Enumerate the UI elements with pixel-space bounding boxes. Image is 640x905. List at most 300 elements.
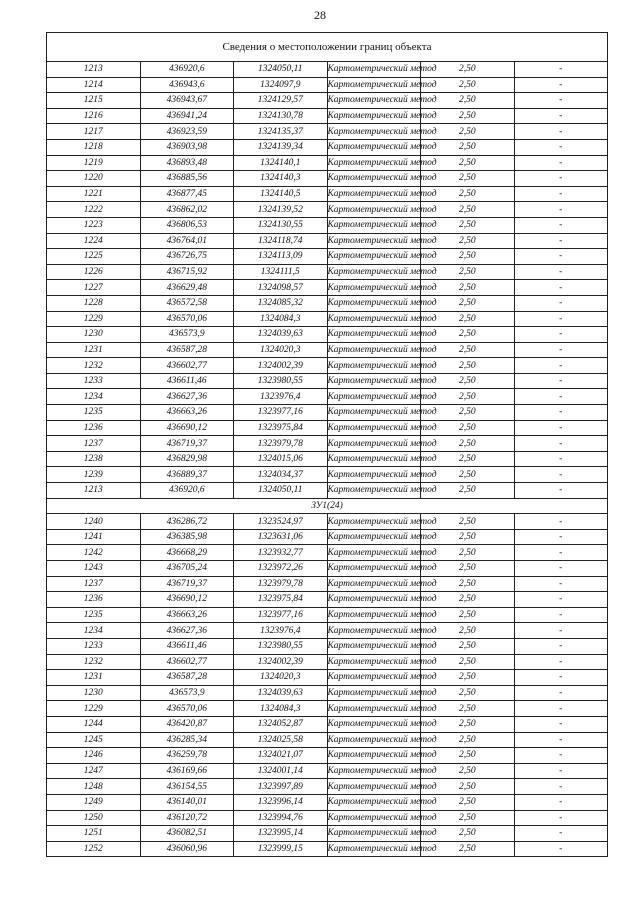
x-coordinate-cell: 436602,77 — [140, 358, 234, 374]
description-cell: - — [514, 654, 608, 670]
table-row — [47, 233, 608, 249]
point-number-cell: 1213 — [47, 62, 141, 78]
precision-cell: 2,50 — [421, 186, 515, 202]
x-coordinate-cell: 436663,26 — [140, 405, 234, 421]
x-coordinate-cell: 436920,6 — [140, 62, 234, 78]
y-coordinate-cell: 1324135,37 — [234, 124, 328, 140]
table-row — [47, 62, 608, 78]
x-coordinate-cell: 436587,28 — [140, 670, 234, 686]
x-coordinate-cell: 436903,98 — [140, 139, 234, 155]
table-row — [47, 202, 608, 218]
precision-cell: 2,50 — [421, 311, 515, 327]
table-row — [47, 311, 608, 327]
point-number-cell: 1232 — [47, 358, 141, 374]
table-row — [47, 670, 608, 686]
x-coordinate-cell: 436285,34 — [140, 732, 234, 748]
description-cell: - — [514, 623, 608, 639]
point-number-cell: 1232 — [47, 654, 141, 670]
y-coordinate-cell: 1323980,55 — [234, 373, 328, 389]
precision-cell: 2,50 — [421, 638, 515, 654]
y-coordinate-cell: 1324001,14 — [234, 763, 328, 779]
point-number-cell: 1224 — [47, 233, 141, 249]
precision-cell: 2,50 — [421, 155, 515, 171]
method-cell: Картометрический метод — [327, 451, 421, 467]
y-coordinate-cell: 1324129,57 — [234, 93, 328, 109]
y-coordinate-cell: 1324098,57 — [234, 280, 328, 296]
method-cell: Картометрический метод — [327, 467, 421, 483]
x-coordinate-cell: 436602,77 — [140, 654, 234, 670]
table-row — [47, 607, 608, 623]
table-row — [47, 623, 608, 639]
description-cell: - — [514, 373, 608, 389]
method-cell: Картометрический метод — [327, 826, 421, 842]
method-cell: Картометрический метод — [327, 514, 421, 530]
point-number-cell: 1230 — [47, 685, 141, 701]
point-number-cell: 1252 — [47, 841, 141, 857]
precision-cell: 2,50 — [421, 561, 515, 577]
table-row — [47, 405, 608, 421]
table-row — [47, 794, 608, 810]
description-cell: - — [514, 358, 608, 374]
point-number-cell: 1230 — [47, 327, 141, 343]
x-coordinate-cell: 436668,29 — [140, 545, 234, 561]
table-row — [47, 373, 608, 389]
precision-cell: 2,50 — [421, 342, 515, 358]
precision-cell: 2,50 — [421, 607, 515, 623]
x-coordinate-cell: 436726,75 — [140, 249, 234, 265]
description-cell: - — [514, 826, 608, 842]
table-row — [47, 545, 608, 561]
y-coordinate-cell: 1324084,3 — [234, 701, 328, 717]
y-coordinate-cell: 1324139,52 — [234, 202, 328, 218]
table-row — [47, 217, 608, 233]
x-coordinate-cell: 436806,53 — [140, 217, 234, 233]
x-coordinate-cell: 436286,72 — [140, 514, 234, 530]
table-row — [47, 514, 608, 530]
table-row — [47, 77, 608, 93]
method-cell: Картометрический метод — [327, 483, 421, 499]
x-coordinate-cell: 436920,6 — [140, 483, 234, 499]
table-row — [47, 701, 608, 717]
x-coordinate-cell: 436829,98 — [140, 451, 234, 467]
description-cell: - — [514, 264, 608, 280]
point-number-cell: 1245 — [47, 732, 141, 748]
method-cell: Картометрический метод — [327, 779, 421, 795]
method-cell: Картометрический метод — [327, 607, 421, 623]
point-number-cell: 1238 — [47, 451, 141, 467]
precision-cell: 2,50 — [421, 249, 515, 265]
precision-cell: 2,50 — [421, 264, 515, 280]
description-cell: - — [514, 794, 608, 810]
x-coordinate-cell: 436690,12 — [140, 592, 234, 608]
y-coordinate-cell: 1324020,3 — [234, 670, 328, 686]
description-cell: - — [514, 217, 608, 233]
table-row — [47, 810, 608, 826]
method-cell: Картометрический метод — [327, 576, 421, 592]
point-number-cell: 1241 — [47, 529, 141, 545]
table-row — [47, 186, 608, 202]
description-cell: - — [514, 763, 608, 779]
description-cell: - — [514, 545, 608, 561]
y-coordinate-cell: 1324039,63 — [234, 327, 328, 343]
x-coordinate-cell: 436663,26 — [140, 607, 234, 623]
x-coordinate-cell: 436943,6 — [140, 77, 234, 93]
table-row — [47, 358, 608, 374]
precision-cell: 2,50 — [421, 233, 515, 249]
x-coordinate-cell: 436154,55 — [140, 779, 234, 795]
table-row — [47, 171, 608, 187]
method-cell: Картометрический метод — [327, 561, 421, 577]
description-cell: - — [514, 108, 608, 124]
x-coordinate-cell: 436627,36 — [140, 389, 234, 405]
x-coordinate-cell: 436690,12 — [140, 420, 234, 436]
table-row — [47, 841, 608, 857]
y-coordinate-cell: 1324021,07 — [234, 748, 328, 764]
point-number-cell: 1233 — [47, 373, 141, 389]
description-cell: - — [514, 155, 608, 171]
table-title-row — [47, 33, 608, 62]
method-cell: Картометрический метод — [327, 62, 421, 78]
boundary-coordinates-table — [46, 32, 608, 857]
y-coordinate-cell: 1324139,34 — [234, 139, 328, 155]
precision-cell: 2,50 — [421, 592, 515, 608]
table-row — [47, 483, 608, 499]
method-cell: Картометрический метод — [327, 389, 421, 405]
x-coordinate-cell: 436719,37 — [140, 436, 234, 452]
y-coordinate-cell: 1324085,32 — [234, 295, 328, 311]
method-cell: Картометрический метод — [327, 139, 421, 155]
x-coordinate-cell: 436082,51 — [140, 826, 234, 842]
method-cell: Картометрический метод — [327, 420, 421, 436]
x-coordinate-cell: 436572,58 — [140, 295, 234, 311]
point-number-cell: 1251 — [47, 826, 141, 842]
x-coordinate-cell: 436715,92 — [140, 264, 234, 280]
y-coordinate-cell: 1324015,06 — [234, 451, 328, 467]
description-cell: - — [514, 93, 608, 109]
method-cell: Картометрический метод — [327, 405, 421, 421]
y-coordinate-cell: 1323980,55 — [234, 638, 328, 654]
x-coordinate-cell: 436923,59 — [140, 124, 234, 140]
table-row — [47, 295, 608, 311]
table-row — [47, 638, 608, 654]
method-cell: Картометрический метод — [327, 685, 421, 701]
table-row — [47, 576, 608, 592]
point-number-cell: 1236 — [47, 420, 141, 436]
table-row — [47, 716, 608, 732]
x-coordinate-cell: 436629,48 — [140, 280, 234, 296]
description-cell: - — [514, 233, 608, 249]
x-coordinate-cell: 436060,96 — [140, 841, 234, 857]
point-number-cell: 1234 — [47, 389, 141, 405]
precision-cell: 2,50 — [421, 545, 515, 561]
precision-cell: 2,50 — [421, 794, 515, 810]
precision-cell: 2,50 — [421, 483, 515, 499]
precision-cell: 2,50 — [421, 139, 515, 155]
y-coordinate-cell: 1323975,84 — [234, 592, 328, 608]
description-cell: - — [514, 451, 608, 467]
method-cell: Картометрический метод — [327, 592, 421, 608]
precision-cell: 2,50 — [421, 685, 515, 701]
x-coordinate-cell: 436885,56 — [140, 171, 234, 187]
table-row — [47, 592, 608, 608]
point-number-cell: 1216 — [47, 108, 141, 124]
description-cell: - — [514, 389, 608, 405]
table-row — [47, 280, 608, 296]
x-coordinate-cell: 436764,01 — [140, 233, 234, 249]
description-cell: - — [514, 779, 608, 795]
description-cell: - — [514, 436, 608, 452]
x-coordinate-cell: 436573,9 — [140, 327, 234, 343]
y-coordinate-cell: 1323977,16 — [234, 405, 328, 421]
section-label: ЗУ1(24) — [47, 498, 608, 514]
y-coordinate-cell: 1323994,76 — [234, 810, 328, 826]
description-cell: - — [514, 529, 608, 545]
y-coordinate-cell: 1323524,97 — [234, 514, 328, 530]
method-cell: Картометрический метод — [327, 202, 421, 218]
y-coordinate-cell: 1323979,78 — [234, 576, 328, 592]
method-cell: Картометрический метод — [327, 342, 421, 358]
point-number-cell: 1220 — [47, 171, 141, 187]
description-cell: - — [514, 810, 608, 826]
precision-cell: 2,50 — [421, 280, 515, 296]
x-coordinate-cell: 436719,37 — [140, 576, 234, 592]
precision-cell: 2,50 — [421, 810, 515, 826]
description-cell: - — [514, 124, 608, 140]
point-number-cell: 1221 — [47, 186, 141, 202]
point-number-cell: 1242 — [47, 545, 141, 561]
description-cell: - — [514, 607, 608, 623]
table-row — [47, 529, 608, 545]
point-number-cell: 1244 — [47, 716, 141, 732]
table-row — [47, 389, 608, 405]
method-cell: Картометрический метод — [327, 841, 421, 857]
y-coordinate-cell: 1323996,14 — [234, 794, 328, 810]
description-cell: - — [514, 467, 608, 483]
point-number-cell: 1228 — [47, 295, 141, 311]
precision-cell: 2,50 — [421, 451, 515, 467]
precision-cell: 2,50 — [421, 358, 515, 374]
point-number-cell: 1229 — [47, 311, 141, 327]
table-row — [47, 139, 608, 155]
table-row — [47, 826, 608, 842]
precision-cell: 2,50 — [421, 327, 515, 343]
point-number-cell: 1213 — [47, 483, 141, 499]
y-coordinate-cell: 1323631,06 — [234, 529, 328, 545]
table-row — [47, 732, 608, 748]
point-number-cell: 1217 — [47, 124, 141, 140]
description-cell: - — [514, 62, 608, 78]
y-coordinate-cell: 1324020,3 — [234, 342, 328, 358]
y-coordinate-cell: 1324034,37 — [234, 467, 328, 483]
table-row — [47, 264, 608, 280]
precision-cell: 2,50 — [421, 529, 515, 545]
precision-cell: 2,50 — [421, 732, 515, 748]
table-row — [47, 451, 608, 467]
precision-cell: 2,50 — [421, 514, 515, 530]
y-coordinate-cell: 1324130,55 — [234, 217, 328, 233]
description-cell: - — [514, 295, 608, 311]
y-coordinate-cell: 1324113,09 — [234, 249, 328, 265]
point-number-cell: 1218 — [47, 139, 141, 155]
precision-cell: 2,50 — [421, 576, 515, 592]
method-cell: Картометрический метод — [327, 233, 421, 249]
method-cell: Картометрический метод — [327, 77, 421, 93]
description-cell: - — [514, 342, 608, 358]
method-cell: Картометрический метод — [327, 654, 421, 670]
method-cell: Картометрический метод — [327, 716, 421, 732]
y-coordinate-cell: 1324050,11 — [234, 62, 328, 78]
precision-cell: 2,50 — [421, 763, 515, 779]
point-number-cell: 1233 — [47, 638, 141, 654]
table-row — [47, 763, 608, 779]
x-coordinate-cell: 436627,36 — [140, 623, 234, 639]
point-number-cell: 1234 — [47, 623, 141, 639]
method-cell: Картометрический метод — [327, 249, 421, 265]
y-coordinate-cell: 1324039,63 — [234, 685, 328, 701]
table-row — [47, 561, 608, 577]
y-coordinate-cell: 1323997,89 — [234, 779, 328, 795]
y-coordinate-cell: 1323976,4 — [234, 389, 328, 405]
description-cell: - — [514, 841, 608, 857]
precision-cell: 2,50 — [421, 124, 515, 140]
description-cell: - — [514, 576, 608, 592]
description-cell: - — [514, 186, 608, 202]
point-number-cell: 1219 — [47, 155, 141, 171]
method-cell: Картометрический метод — [327, 108, 421, 124]
x-coordinate-cell: 436893,48 — [140, 155, 234, 171]
y-coordinate-cell: 1323975,84 — [234, 420, 328, 436]
method-cell: Картометрический метод — [327, 373, 421, 389]
y-coordinate-cell: 1324002,39 — [234, 358, 328, 374]
x-coordinate-cell: 436385,98 — [140, 529, 234, 545]
method-cell: Картометрический метод — [327, 186, 421, 202]
y-coordinate-cell: 1324140,3 — [234, 171, 328, 187]
precision-cell: 2,50 — [421, 373, 515, 389]
section-label-row — [47, 498, 608, 514]
point-number-cell: 1227 — [47, 280, 141, 296]
table-row — [47, 420, 608, 436]
method-cell: Картометрический метод — [327, 280, 421, 296]
method-cell: Картометрический метод — [327, 327, 421, 343]
precision-cell: 2,50 — [421, 108, 515, 124]
description-cell: - — [514, 670, 608, 686]
x-coordinate-cell: 436862,02 — [140, 202, 234, 218]
x-coordinate-cell: 436169,66 — [140, 763, 234, 779]
y-coordinate-cell: 1324002,39 — [234, 654, 328, 670]
precision-cell: 2,50 — [421, 202, 515, 218]
y-coordinate-cell: 1324084,3 — [234, 311, 328, 327]
method-cell: Картометрический метод — [327, 794, 421, 810]
point-number-cell: 1231 — [47, 670, 141, 686]
precision-cell: 2,50 — [421, 93, 515, 109]
point-number-cell: 1214 — [47, 77, 141, 93]
point-number-cell: 1240 — [47, 514, 141, 530]
point-number-cell: 1236 — [47, 592, 141, 608]
table-row — [47, 436, 608, 452]
precision-cell: 2,50 — [421, 701, 515, 717]
method-cell: Картометрический метод — [327, 171, 421, 187]
method-cell: Картометрический метод — [327, 311, 421, 327]
precision-cell: 2,50 — [421, 841, 515, 857]
description-cell: - — [514, 202, 608, 218]
method-cell: Картометрический метод — [327, 436, 421, 452]
table-body — [47, 33, 608, 857]
x-coordinate-cell: 436889,37 — [140, 467, 234, 483]
point-number-cell: 1225 — [47, 249, 141, 265]
precision-cell: 2,50 — [421, 779, 515, 795]
method-cell: Картометрический метод — [327, 545, 421, 561]
x-coordinate-cell: 436943,67 — [140, 93, 234, 109]
point-number-cell: 1215 — [47, 93, 141, 109]
method-cell: Картометрический метод — [327, 264, 421, 280]
method-cell: Картометрический метод — [327, 701, 421, 717]
description-cell: - — [514, 77, 608, 93]
x-coordinate-cell: 436705,24 — [140, 561, 234, 577]
description-cell: - — [514, 592, 608, 608]
x-coordinate-cell: 436140,01 — [140, 794, 234, 810]
method-cell: Картометрический метод — [327, 623, 421, 639]
method-cell: Картометрический метод — [327, 670, 421, 686]
method-cell: Картометрический метод — [327, 295, 421, 311]
y-coordinate-cell: 1324050,11 — [234, 483, 328, 499]
point-number-cell: 1235 — [47, 405, 141, 421]
table-row — [47, 108, 608, 124]
table-row — [47, 93, 608, 109]
y-coordinate-cell: 1324130,78 — [234, 108, 328, 124]
description-cell: - — [514, 139, 608, 155]
x-coordinate-cell: 436611,46 — [140, 373, 234, 389]
description-cell: - — [514, 420, 608, 436]
method-cell: Картометрический метод — [327, 124, 421, 140]
y-coordinate-cell: 1323976,4 — [234, 623, 328, 639]
table-row — [47, 467, 608, 483]
description-cell: - — [514, 405, 608, 421]
x-coordinate-cell: 436120,72 — [140, 810, 234, 826]
x-coordinate-cell: 436611,46 — [140, 638, 234, 654]
description-cell: - — [514, 732, 608, 748]
y-coordinate-cell: 1324097,9 — [234, 77, 328, 93]
description-cell: - — [514, 327, 608, 343]
y-coordinate-cell: 1323995,14 — [234, 826, 328, 842]
y-coordinate-cell: 1324052,87 — [234, 716, 328, 732]
table-title: Сведения о местоположении границ объекта — [47, 33, 608, 62]
y-coordinate-cell: 1323979,78 — [234, 436, 328, 452]
x-coordinate-cell: 436259,78 — [140, 748, 234, 764]
point-number-cell: 1223 — [47, 217, 141, 233]
point-number-cell: 1235 — [47, 607, 141, 623]
precision-cell: 2,50 — [421, 295, 515, 311]
x-coordinate-cell: 436877,45 — [140, 186, 234, 202]
y-coordinate-cell: 1324140,1 — [234, 155, 328, 171]
method-cell: Картометрический метод — [327, 763, 421, 779]
precision-cell: 2,50 — [421, 826, 515, 842]
x-coordinate-cell: 436570,06 — [140, 311, 234, 327]
point-number-cell: 1237 — [47, 576, 141, 592]
x-coordinate-cell: 436573,9 — [140, 685, 234, 701]
precision-cell: 2,50 — [421, 436, 515, 452]
method-cell: Картометрический метод — [327, 93, 421, 109]
y-coordinate-cell: 1324140,5 — [234, 186, 328, 202]
point-number-cell: 1237 — [47, 436, 141, 452]
description-cell: - — [514, 561, 608, 577]
table-row — [47, 654, 608, 670]
precision-cell: 2,50 — [421, 405, 515, 421]
point-number-cell: 1226 — [47, 264, 141, 280]
point-number-cell: 1246 — [47, 748, 141, 764]
point-number-cell: 1231 — [47, 342, 141, 358]
description-cell: - — [514, 638, 608, 654]
description-cell: - — [514, 685, 608, 701]
